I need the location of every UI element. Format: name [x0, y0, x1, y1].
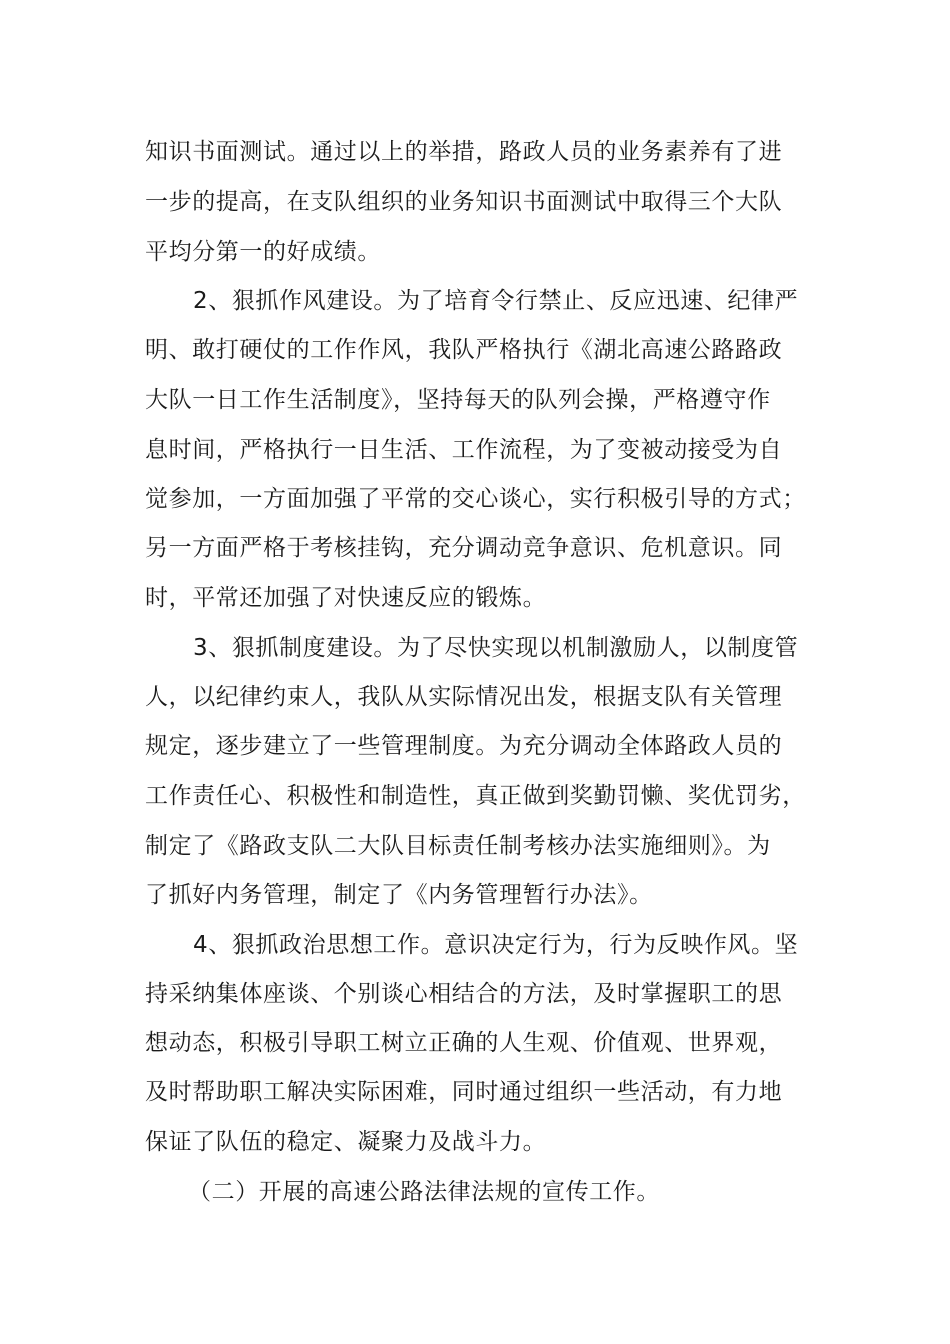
text-line: 想动态，积极引导职工树立正确的人生观、价值观、世界观， — [145, 1030, 783, 1056]
text-line: 工作责任心、积极性和制造性，真正做到奖勤罚懒、奖优罚劣， — [145, 783, 806, 809]
text-line: 觉参加，一方面加强了平常的交心谈心，实行积极引导的方式； — [145, 486, 806, 512]
text-line: 人，以纪律约束人，我队从实际情况出发，根据支队有关管理 — [145, 684, 783, 710]
text-line: 息时间，严格执行一日生活、工作流程，为了变被动接受为自 — [145, 437, 783, 463]
paragraph-start-line: 4、狠抓政治思想工作。意识决定行为，行为反映作风。坚 — [193, 932, 799, 958]
paragraph-start-line: 3、狠抓制度建设。为了尽快实现以机制激励人，以制度管 — [193, 635, 799, 661]
text-line: 时，平常还加强了对快速反应的锻炼。 — [145, 585, 547, 611]
text-line: 大队一日工作生活制度》，坚持每天的队列会操，严格遵守作 — [145, 387, 771, 413]
text-line: 保证了队伍的稳定、凝聚力及战斗力。 — [145, 1129, 547, 1155]
text-line: 规定，逐步建立了一些管理制度。为充分调动全体路政人员的 — [145, 733, 783, 759]
text-line: 了抓好内务管理，制定了《内务管理暂行办法》。 — [145, 882, 653, 908]
text-line: 及时帮助职工解决实际困难，同时通过组织一些活动，有力地 — [145, 1079, 783, 1105]
text-line: 明、敢打硬仗的工作作风，我队严格执行《湖北高速公路路政 — [145, 337, 783, 363]
section-heading: （二）开展的高速公路法律法规的宣传工作。 — [188, 1179, 660, 1205]
text-line: 持采纳集体座谈、个别谈心相结合的方法，及时掌握职工的思 — [145, 981, 783, 1007]
text-line: 知识书面测试。通过以上的举措，路政人员的业务素养有了进 — [145, 139, 783, 165]
paragraph-start-line: 2、狠抓作风建设。为了培育令行禁止、反应迅速、纪律严 — [193, 288, 799, 314]
text-line: 制定了《路政支队二大队目标责任制考核办法实施细则》。为 — [145, 833, 771, 859]
text-line: 平均分第一的好成绩。 — [145, 239, 381, 265]
text-line: 另一方面严格于考核挂钩，充分调动竞争意识、危机意识。同 — [145, 535, 783, 561]
text-line: 一步的提高，在支队组织的业务知识书面测试中取得三个大队 — [145, 189, 783, 215]
